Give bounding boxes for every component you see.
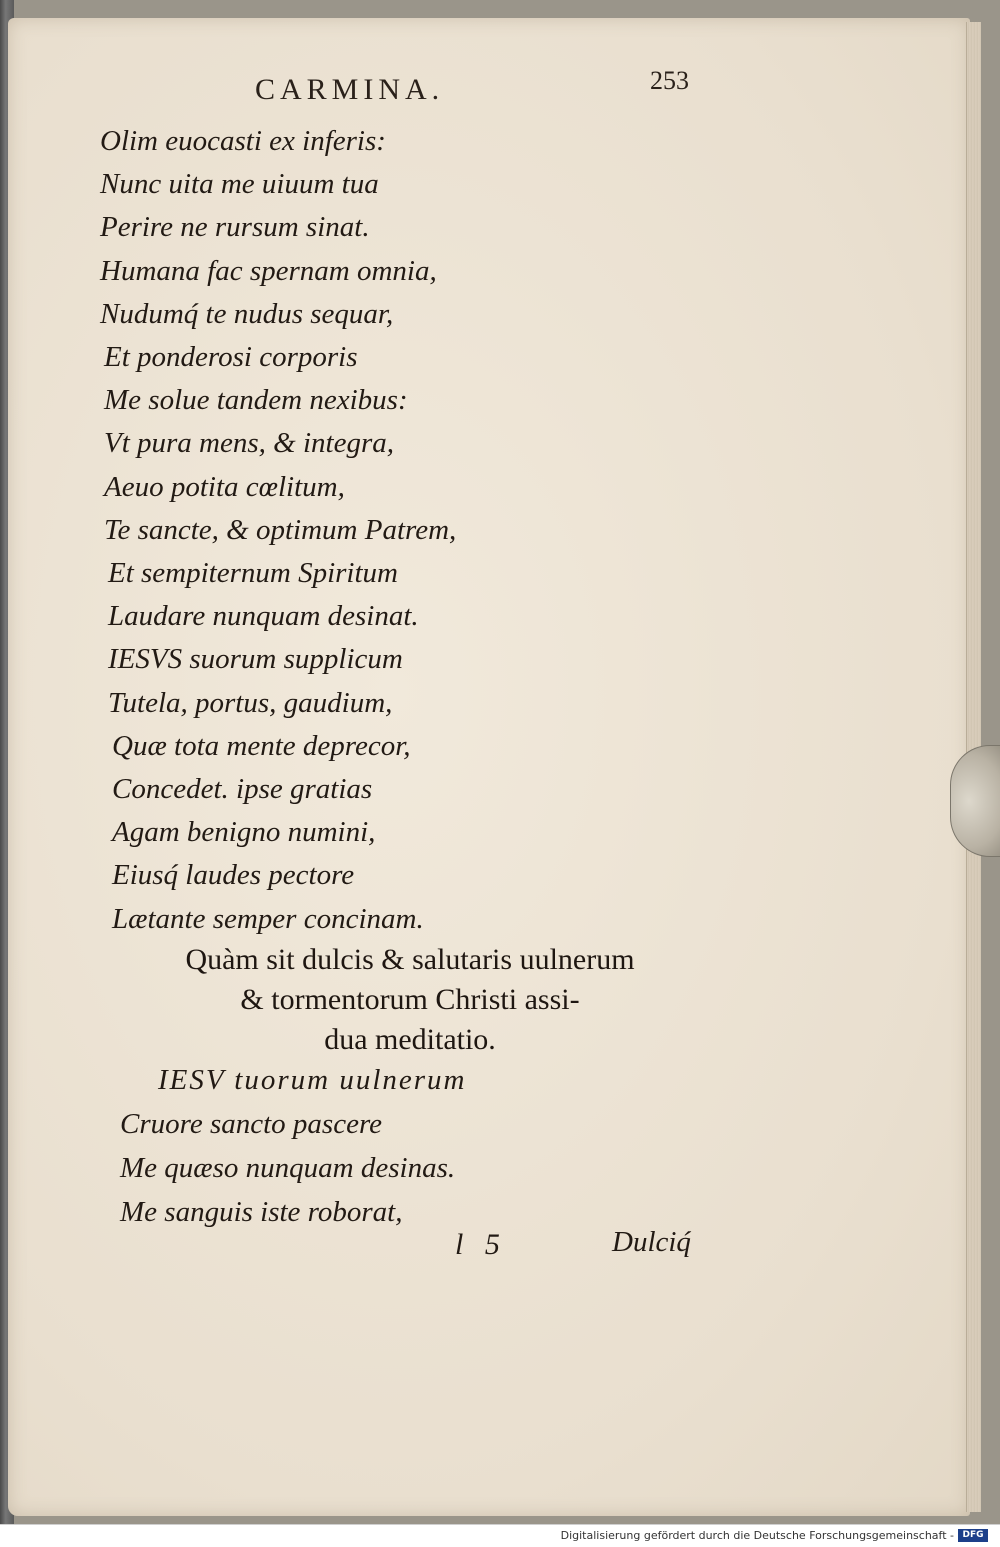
verse-line: Et ponderosi corporis <box>104 341 358 374</box>
verse-line: Olim euocasti ex inferis: <box>100 125 386 157</box>
verse-line: Tutela, portus, gaudium, <box>108 686 393 719</box>
verse-line: Nudumq́ te nudus sequar, <box>100 297 394 330</box>
verse-line: Et sempiternum Spiritum <box>108 557 398 590</box>
verse-line: Eiusq́ laudes pectore <box>112 859 355 892</box>
verse-line: Me quæso nunquam desinas. <box>120 1152 456 1184</box>
verse-line: IESV tuorum uulnerum <box>158 1064 467 1096</box>
dfg-logo-icon: DFG <box>958 1529 988 1542</box>
book-clasp <box>950 745 1000 857</box>
verse-line: Perire ne rursum sinat. <box>100 211 370 244</box>
verse-line: Me solue tandem nexibus: <box>104 384 408 417</box>
verse-line: Nunc uita me uiuum tua <box>100 168 379 201</box>
verse-line: Lætante semper concinam. <box>112 902 424 935</box>
verse-line: Me sanguis iste roborat, <box>120 1196 403 1228</box>
section-heading <box>140 940 680 1060</box>
catchword: Dulciq́ <box>612 1226 691 1258</box>
verse-line: Quæ tota mente deprecor, <box>112 729 411 762</box>
poem-verses <box>100 120 620 941</box>
folio-number: 253 <box>650 66 689 95</box>
verse-line: Vt pura mens, & integra, <box>104 427 394 460</box>
verse-line: IESVS suorum supplicum <box>108 643 403 676</box>
verse-line: Concedet. ipse gratias <box>112 773 373 806</box>
verse-line: Agam benigno numini, <box>112 816 376 849</box>
running-head: CARMINA. <box>255 73 445 106</box>
funding-credit: Digitalisierung gefördert durch die Deutsche Forschungsgemeinschaft - <box>560 1529 954 1542</box>
second-poem-verses <box>120 1058 640 1234</box>
heading-line: dua meditatio. <box>324 1023 496 1056</box>
heading-line: Quàm sit dulcis & salutaris uulnerum <box>185 943 635 976</box>
verse-line: Laudare nunquam desinat. <box>108 600 419 633</box>
signature-mark: l 5 <box>455 1228 500 1261</box>
verse-line: Humana fac spernam omnia, <box>100 254 437 287</box>
verse-line: Aeuo potita cœlitum, <box>104 470 345 503</box>
verse-line: Te sancte, & optimum Patrem, <box>104 513 457 546</box>
verse-line: Cruore sancto pascere <box>120 1108 383 1140</box>
footer-bar <box>0 1524 1000 1547</box>
heading-line: & tormentorum Christi assi- <box>240 983 580 1016</box>
